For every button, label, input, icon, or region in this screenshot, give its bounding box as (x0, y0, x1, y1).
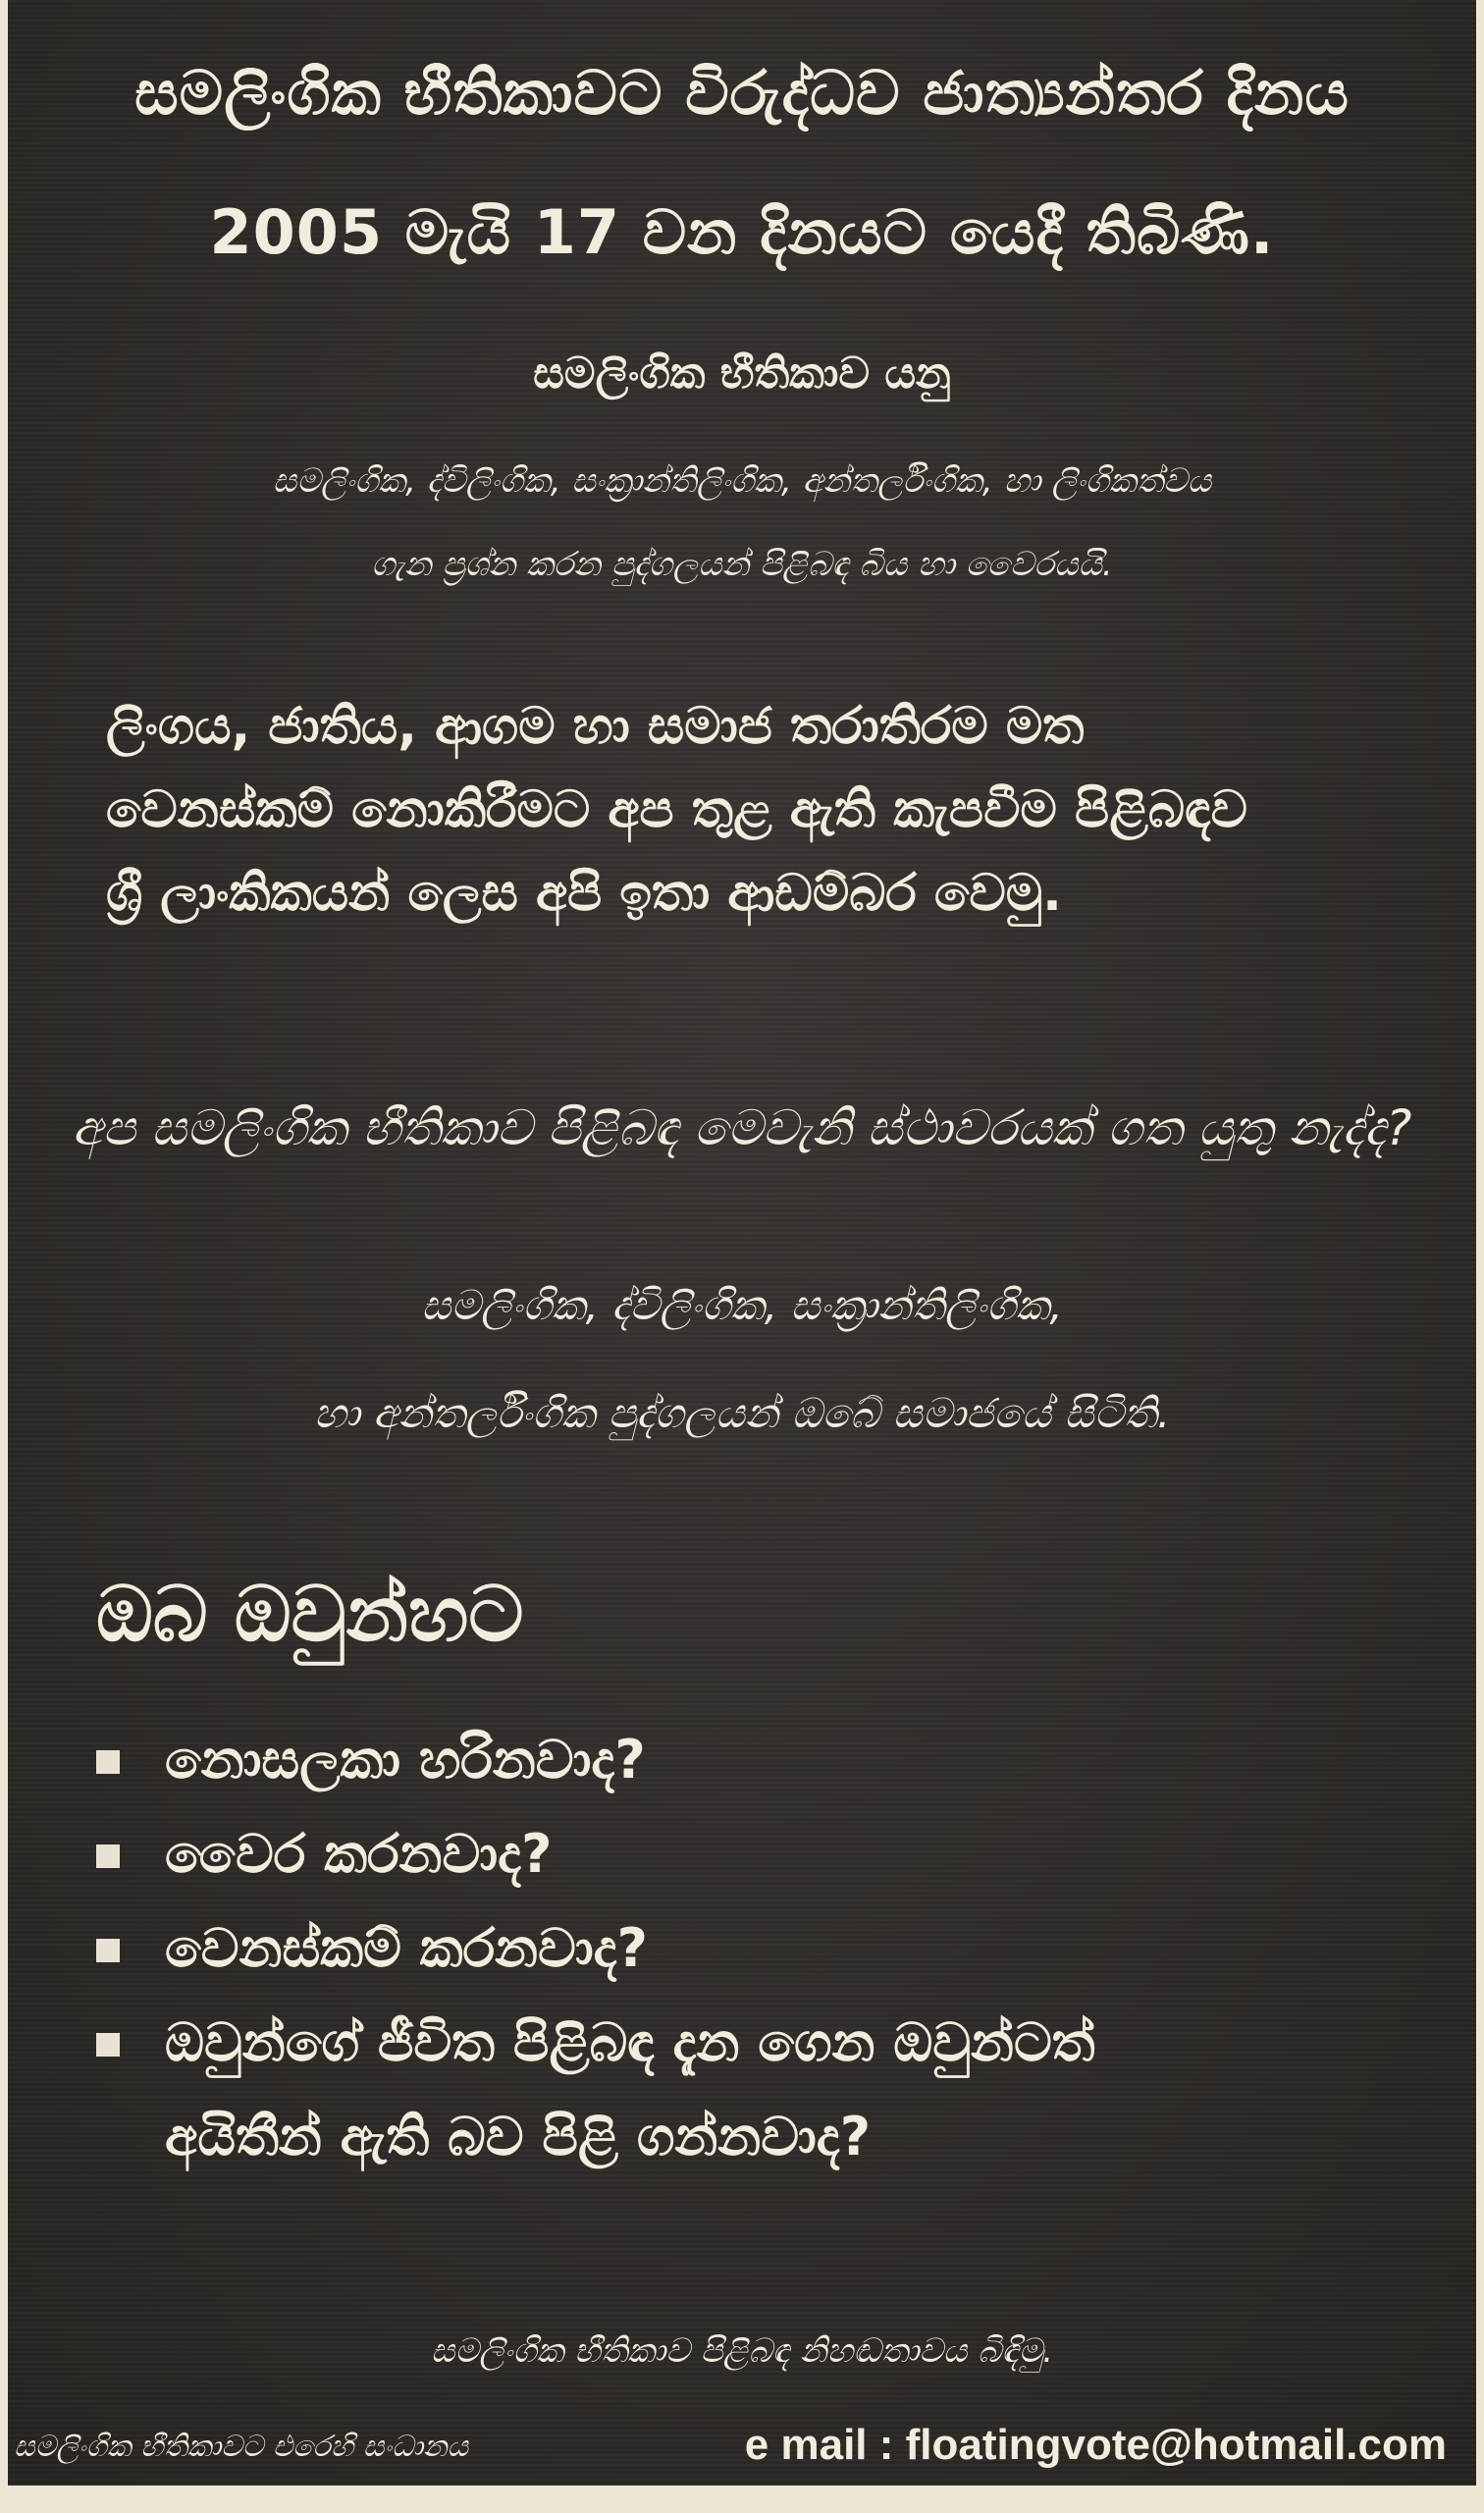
you-section-heading: ඔබ ඔවුන්හට (96, 1571, 524, 1659)
email-contact[interactable]: e mail : floatingvote@hotmail.com (744, 2421, 1447, 2469)
statement-line-1: ලිංගය, ජාතිය, ආගම හා සමාජ තරාතිරම මත (106, 697, 1085, 756)
presence-line-1: සමලිංගික, ද්විලිංගික, සංක්‍රාන්තිලිංගික, (421, 1281, 1063, 1329)
definition-line-1: සමලිංගික, ද්විලිංගික, සංක්‍රාන්තිලිංගික, අන්තර්ලිංගික, හා ලිංගිකත්වය (272, 461, 1212, 501)
organization-name: සමලිංගික භීතිකාවට එරෙහි සංධානය (14, 2430, 469, 2464)
advertisement-panel (8, 0, 1476, 2486)
statement-line-3: ශ්‍රී ලාංකිකයන් ලෙස අපි ඉතා ආඩම්බර වෙමු. (106, 864, 1062, 923)
square-bullet-icon (96, 1845, 120, 1868)
list-item (96, 1996, 1451, 2090)
square-bullet-icon (96, 1939, 120, 1962)
list-item-text: වෙනස්කම් කරනවාද? (165, 1917, 648, 1979)
list-item-continuation (96, 2090, 1451, 2184)
definition-title: සමලිංගික භීතිකාව යනු (533, 348, 951, 399)
headline-line-2: 2005 මැයි 17 වන දිනයට යෙදී තිබිණි. (209, 196, 1275, 268)
square-bullet-icon (96, 1750, 120, 1774)
statement-line-2: වෙනස්කම් නොකිරීමට අප තුළ ඇති කැපවීම පිළිබඳව (106, 780, 1247, 839)
list-item (96, 1901, 1451, 1996)
list-item (96, 1807, 1451, 1901)
question-list (96, 1713, 1451, 2184)
square-bullet-icon (96, 2033, 120, 2057)
list-item-text: ඔවුන්ගේ ජීවිත පිළිබඳ දැන ගෙන ඔවුන්ටත් (165, 2011, 1095, 2073)
list-item (96, 1713, 1451, 1807)
presence-line-2: හා අන්තර්ලිංගික පුද්ගලයන් ඔබේ සමාජයේ සිටිති. (313, 1389, 1171, 1437)
list-item-text: නොසලකා හරිනවාද? (165, 1729, 646, 1791)
question-text: අප සමලිංගික භීතිකාව පිළිබඳ මෙවැනි ස්ථාවරයක් ගත යුතු නැද්ද? (72, 1099, 1412, 1156)
closing-line: සමලිංගික භීතිකාව පිළිබඳ නිහඬතාවය බිඳිමු. (430, 2331, 1054, 2371)
list-item-text: වෛර කරනවාද? (165, 1823, 553, 1885)
headline-line-1: සමලිංගික භීතිකාවට විරුද්ධව ජාත්‍යන්තර දිනය (134, 57, 1350, 129)
list-item-text: අයිතීන් ඇති බව පිළි ගන්නවාද? (165, 2106, 872, 2167)
definition-line-2: ගැන ප්‍රශ්න කරන පුද්ගලයන් පිළිබඳ බිය හා වෛරයයි. (371, 545, 1113, 584)
